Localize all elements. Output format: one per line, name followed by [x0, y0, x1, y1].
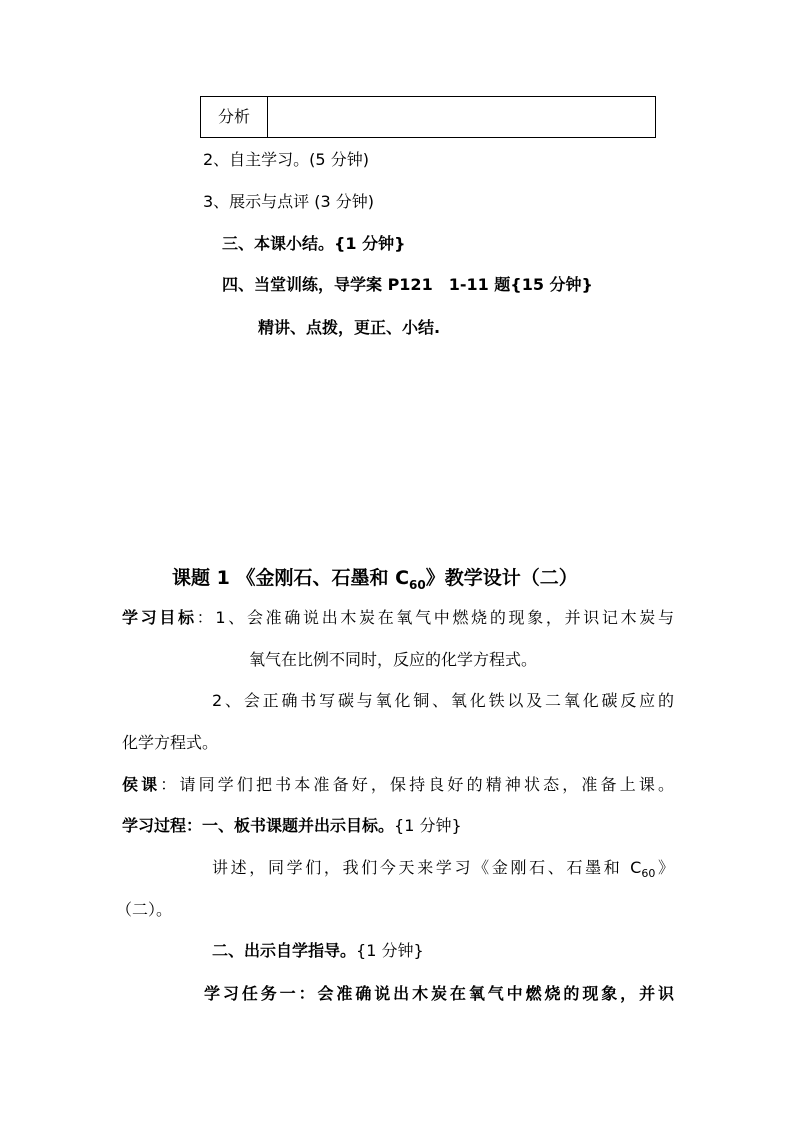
step-self-guide: 二、出示自学指导。{1 分钟}	[212, 941, 424, 960]
narration-line1: 讲述，同学们，我们今天来学习《金刚石、石墨和 $C_{60}$》	[212, 858, 674, 881]
objectives-line2: 氧气在比例不同时，反应的化学方程式。	[249, 650, 538, 669]
step-self-study: 2、自主学习。(5 分钟)	[203, 150, 369, 169]
process-line: 学习过程：一、板书课题并出示目标。{1 分钟}	[122, 816, 462, 835]
objectives-line1: 学习目标：1、会准确说出木炭在氧气中燃烧的现象，并识记木炭与	[122, 608, 674, 627]
analysis-label: 分析	[201, 97, 268, 137]
analysis-table	[200, 96, 656, 138]
houke-label: 侯课	[122, 775, 161, 794]
objectives-item2-line2: 化学方程式。	[122, 733, 219, 752]
explanation-line: 精讲、点拨，更正、小结.	[258, 318, 441, 337]
learning-task-1: 学习任务一：会准确说出木炭在氧气中燃烧的现象，并识	[204, 984, 674, 1003]
narration-line2: （二）。	[116, 900, 173, 919]
objectives-item2: 2、会正确书写碳与氧化铜、氧化铁以及二氧化碳反应的	[212, 691, 674, 710]
houke-line: 侯课：请同学们把书本准备好，保持良好的精神状态，准备上课。	[122, 775, 674, 794]
lesson-summary: 三、本课小结。{1 分钟}	[222, 234, 406, 253]
page-title: 课题 1 《金刚石、石墨和 $C_{60}$》教学设计（二）	[172, 567, 578, 592]
analysis-content	[268, 97, 655, 137]
step-presentation: 3、展示与点评 (3 分钟)	[203, 192, 375, 211]
class-practice: 四、当堂训练，导学案 P121 1-11 题{15 分钟}	[222, 275, 593, 294]
objectives-label: 学习目标	[122, 608, 197, 627]
